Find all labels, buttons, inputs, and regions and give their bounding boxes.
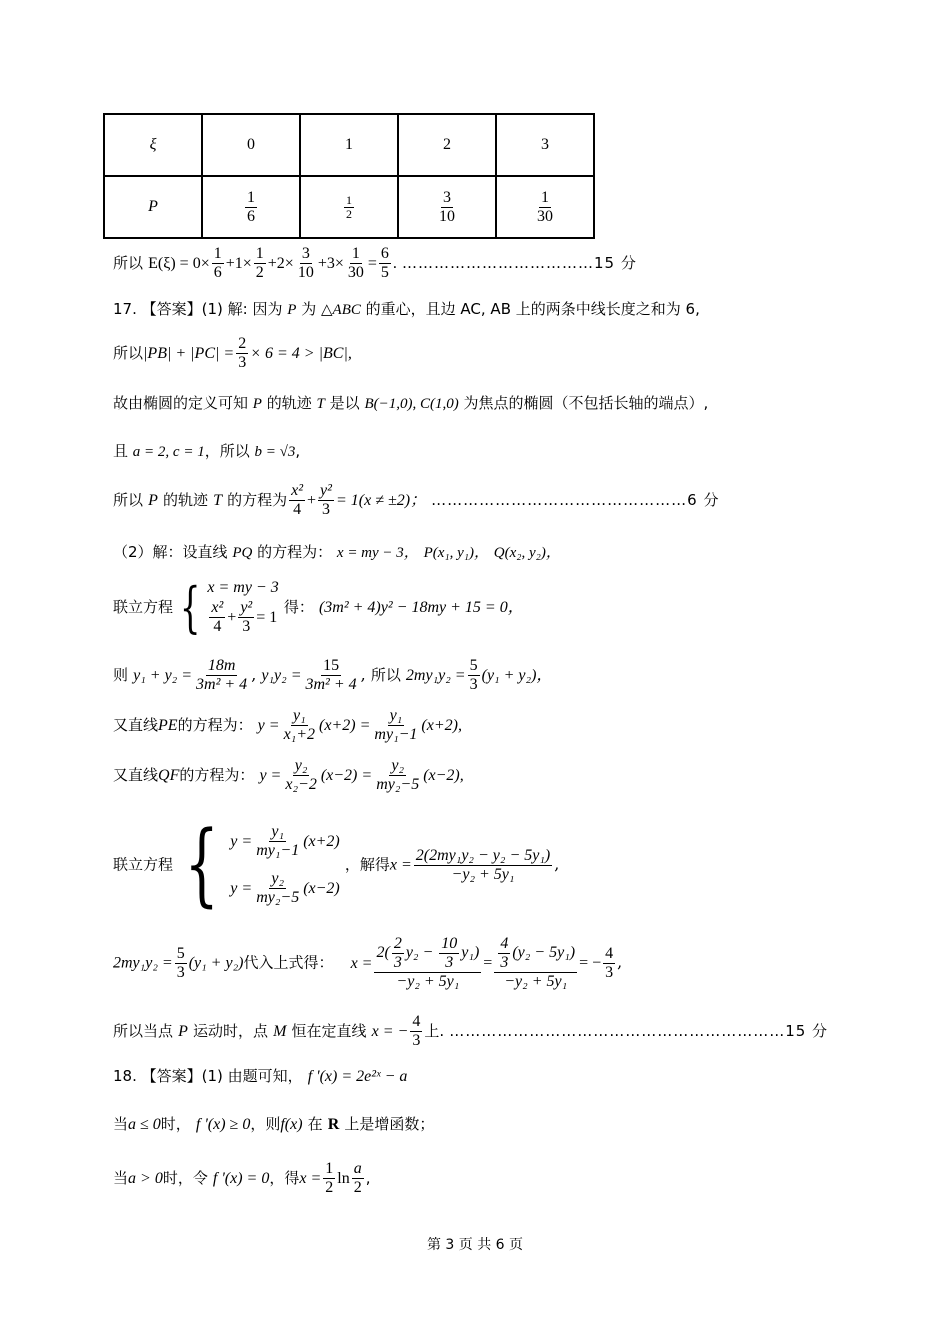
table-header-cell: 3 — [496, 114, 594, 176]
table-cell: $\frac{1}{30}$ — [496, 176, 594, 238]
q17-heading: 17. 【答案】(1) 解: 因为 P 为 △ABC 的重心，且边 AC, AB 上的两条中线长度之和为 6, — [113, 300, 700, 318]
table-cell: $\frac{1}{2}$ — [300, 176, 398, 238]
q17-system1: 联立方程 { x = my − 3 $\frac{\text{x²}}{4}$ + $\frac{\text{y²}}{3}$ = 1 得： (3m² + 4)y² − 18my + 15 = 0， — [113, 575, 524, 639]
table-row — [104, 176, 594, 238]
page-footer: 第 3 页 共 6 页 — [426, 1237, 524, 1253]
q17-line3: 故由椭圆的定义可知 P 的轨迹 T 是以 B(−1,0), C(1,0) 为焦点的椭圆（不包括长轴的端点）, — [113, 394, 709, 412]
q17-line2: 所以|PB| + |PC| = $\frac{2}{3}$ × 6 = 4 > |BC|, — [113, 335, 352, 371]
q17-qf-line: 又直线QF的方程为： y = $\frac{\text{y₂}}{\text{x₂−2}}$ (x−2) = $\frac{\text{y₂}}{\text{my₂−5}}$ (x−2), — [113, 757, 464, 793]
q18-heading: 18. 【答案】(1) 由题可知， f '(x) = 2e²ˣ − a — [113, 1067, 408, 1085]
q17-substitution: 2my₁y₂ = $\frac{5}{3}$ (y₁ + y₂)代入上式得： x = 2( $\frac{2}{3}$ y₂ − $\frac{10}{3}$ y₁) −y₂ + 5y₁ = $\frac{4}{3}$ (y₂ − 5y₁) −y₂ + 5y₁ = − $\frac{4}{3}$ , — [113, 935, 623, 990]
expectation-line: 所以 E(ξ) = 0× $\frac{1}{6}$ +1× $\frac{1}{2}$ +2× $\frac{3}{10}$ +3× $\frac{1}{30}$ = $\frac{6}{5}$ . ………………………………15 分 — [113, 245, 637, 281]
q18-case1: 当a ≤ 0时， f '(x) ≥ 0，则f(x) 在 R 上是增函数； — [113, 1115, 435, 1133]
q17-result: 所以当点 P 运动时，点 M 恒在定直线 x = − $\frac{4}{3}$ 上. ………………………………………………………15 分 — [113, 1013, 829, 1049]
q17-part2: （2）解：设直线 PQ 的方程为： x = my − 3， P(x₁, y₁)， Q(x₂, y₂)， — [113, 543, 561, 561]
table-cell: $\frac{3}{10}$ — [398, 176, 496, 238]
table-header-cell: 1 — [300, 114, 398, 176]
distribution-table — [103, 113, 595, 239]
table-header-cell: 0 — [202, 114, 300, 176]
table-header-cell: 2 — [398, 114, 496, 176]
table-row — [104, 114, 594, 176]
score-marker: ………………………………………………………15 分 — [449, 1022, 829, 1040]
table-row-label: P — [104, 176, 202, 238]
q17-line4: 且 a = 2, c = 1，所以 b = √3, — [113, 442, 301, 460]
score-marker: ………………………………15 分 — [401, 254, 637, 272]
q17-system2: 联立方程 { y = $\frac{\text{y₁}}{\text{my₁−1}}$ (x+2) y = $\frac{\text{y₂}}{\text{my₂−5}}$ (x−2) ，解得x = $\frac{\text{2(2my₁y₂ − y₂ − 5y₁)}}{\text{−y₂ + 5y₁}}$ , — [113, 812, 560, 917]
q17-vieta: 则 y₁ + y₂ = $\frac{18m}{\text{3m² + 4}}$ , y₁y₂ = $\frac{15}{\text{3m² + 4}}$ , 所以 2my₁y₂ = $\frac{5}{3}$ (y₁ + y₂)， — [113, 657, 553, 693]
q17-pe-line: 又直线PE的方程为： y = $\frac{\text{y₁}}{\text{x₁+2}}$ (x+2) = $\frac{\text{y₁}}{\text{my₁−1}}$ (x+2), — [113, 707, 462, 743]
q17-line5: 所以 P 的轨迹 T 的方程为 $\frac{\text{x²}}{4}$ + $\frac{\text{y²}}{3}$ = 1(x ≠ ±2)； …………………………………………6 分 — [113, 482, 720, 518]
table-cell: $\frac{1}{6}$ — [202, 176, 300, 238]
q18-case2: 当a > 0时，令 f '(x) = 0，得x = $\frac{1}{2}$ ln $\frac{a}{2}$ , — [113, 1160, 371, 1196]
table-header-xi: ξ — [104, 114, 202, 176]
score-marker: …………………………………………6 分 — [431, 491, 720, 509]
